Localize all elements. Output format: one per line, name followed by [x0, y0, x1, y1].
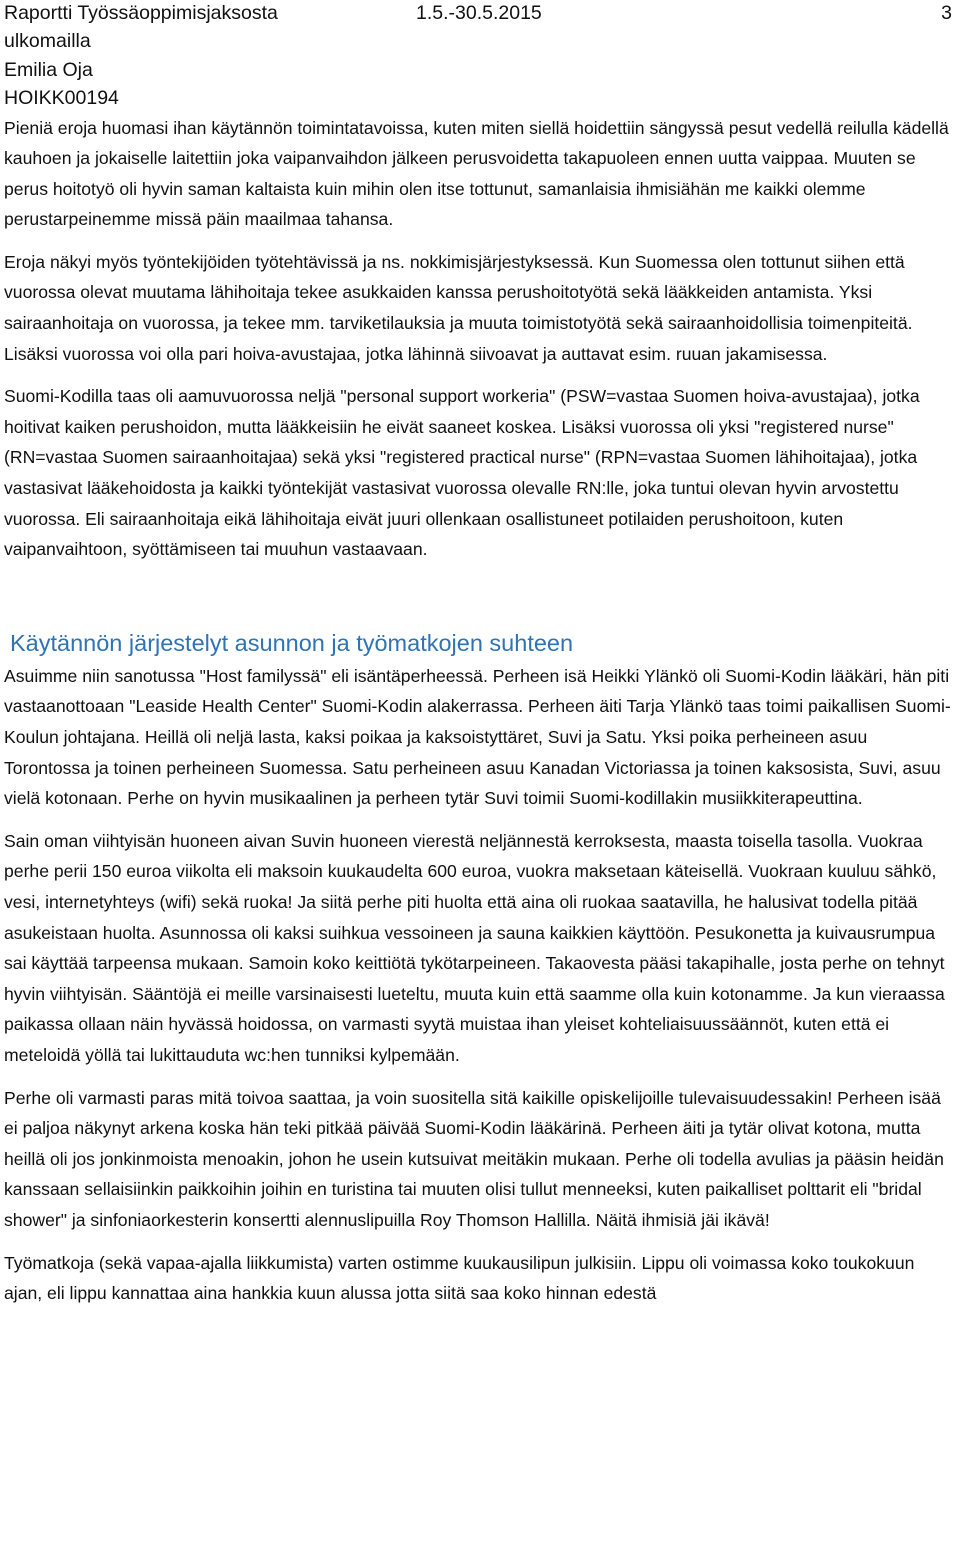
- paragraph-staff-roles-finland: Eroja näkyi myös työntekijöiden työtehtävissä ja ns. nokkimisjärjestyksessä. Kun Suomessa olen tottunut siihen että vuorossa olevat muutama lähihoitaja tekee asukkaiden kanssa perushoitotyötä sekä lääkkeiden antamista. Yksi sairaanhoitaja on vuorossa, ja tekee mm. tarviketilauksia ja muuta toimistotyötä sekä sairaanhoidollisia toimenpiteitä. Lisäksi vuorossa voi olla pari hoiva-avustajaa, jotka lähinnä siivoavat ja auttavat esim. ruuan jakamisessa.: [4, 251, 913, 364]
- report-title: Raportti Työssäoppimisjaksosta: [4, 2, 278, 24]
- paragraph-staff-roles-canada: Suomi-Kodilla taas oli aamuvuorossa neljä "personal support workeria" (PSW=vastaa Suomen hoiva-avustajaa), jotka hoitivat kaiken perushoidon, mutta lääkkeisiin he eivät saaneet koskea. Lisäksi vuorossa oli yksi "registered nurse" (RN=vastaa Suomen sairaanhoitajaa) sekä yksi "registered practical nurse" (RPN=vastaa Suomen lähihoitajaa), jotka vastasivat lääkehoidosta ja kaikki työntekijät vastasivat vuorossa olevalle RN:lle, joka tuntui olevan hyvin arvostettu vuorossa. Eli sairaanhoitaja eikä lähihoitaja eivät juuri ollenkaan osallistuneet potilaiden perushoitoon, kuten vaipanvaihtoon, syöttämiseen tai muuhun vastaavaan.: [4, 386, 920, 560]
- page-header: [4, 0, 956, 27]
- group-code: HOIKK00194: [4, 87, 119, 109]
- paragraph-family-recommendation: Perhe oli varmasti paras mitä toivoa saattaa, ja voin suositella sitä kaikille opiskelijoille tulevaisuudessakin! Perheen isää ei paljoa näkynyt arkena koska hän teki pitkää päivää Suomi-Kodin lääkärinä. Perheen äiti ja tytär olivat kotona, mutta heillä oli jos jonkinmoista menoakin, johon he usein kutsuivat meitäkin mukaan. Perhe oli todella avulias ja pääsin heidän kanssaan sellaisiinkin paikkoihin joihin en turistina tai muuten olisi tullut menneeksi, kuten paikalliset polttarit eli "bridal shower" ja sinfoniaorkesterin konsertti alennuslipuilla Roy Thomson Hallilla. Näitä ihmisiä jäi ikävä!: [4, 1087, 944, 1230]
- report-dates: 1.5.-30.5.2015: [416, 2, 542, 24]
- paragraph-commute: Työmatkoja (sekä vapaa-ajalla liikkumista) varten ostimme kuukausilipun julkisiin. Lippu oli voimassa koko toukokuun ajan, eli lippu kannattaa aina hankkia kuun alussa jotta siitä saa koko hinnan edestä: [4, 1252, 915, 1304]
- report-subtitle: ulkomailla: [4, 30, 91, 52]
- paragraph-host-family: Asuimme niin sanotussa "Host familyssä" eli isäntäperheessä. Perheen isä Heikki Ylänkö oli Suomi-Kodin lääkäri, hän piti vastaanottoaan "Leaside Health Center" Suomi-Kodin alakerrassa. Perheen äiti Tarja Ylänkö taas toimi paikallisen Suomi-Koulun johtajana. Heillä oli neljä lasta, kaksi poikaa ja kaksoistyttäret, Suvi ja Satu. Yksi poika perheineen asuu Torontossa ja toinen perheineen Suomessa. Satu perheineen asuu Kanadan Victoriassa ja toinen kaksosista, Suvi, asuu vielä kotonaan. Perhe on hyvin musikaalinen ja perheen tytär Suvi toimii Suomi-kodillakin musiikkiterapeuttina.: [4, 665, 951, 809]
- page-number: 3: [941, 2, 952, 24]
- paragraph-care-practices: Pieniä eroja huomasi ihan käytännön toimintatavoissa, kuten miten siellä hoidettiin sängyssä pesut vedellä reilulla kädellä kauhoen ja jokaiselle laitettiin joka vaipanvaihdon jälkeen perusvoidetta takapuoleen ennen uutta vaippaa. Muuten se perus hoitotyö oli hyvin saman kaltaista kuin mihin olen itse tottunut, samanlaisia ihmisiähän me kaikki olemme perustarpeinemme missä päin maailmaa tahansa.: [4, 117, 949, 230]
- section-heading-housing: Käytännön järjestelyt asunnon ja työmatkojen suhteen: [10, 629, 574, 656]
- author-name: Emilia Oja: [4, 58, 93, 81]
- document-page: [4, 0, 956, 1309]
- paragraph-room-rent: Sain oman viihtyisän huoneen aivan Suvin huoneen vierestä neljännestä kerroksesta, maasta toisella tasolla. Vuokraa perhe perii 150 euroa viikolta eli maksoin kuukaudelta 600 euroa, vuokra maksetaan käteisellä. Vuokraan kuuluu sähkö, vesi, internetyhteys (wifi) sekä ruoka! Ja siitä perhe piti huolta että aina oli ruokaa saatavilla, he halusivat todella pitää asukeistaan huolta. Asunnossa oli kaksi suihkua vessoineen ja sauna kaikkien käyttöön. Pesukonetta ja kuivausrumpua sai käyttää tarpeensa mukaan. Samoin koko keittiötä tykötarpeineen. Takaovesta pääsi takapihalle, josta perhe on tehnyt hyvin viihtyisän. Sääntöjä ei meille varsinaisesti lueteltu, muuta kuin että saamme olla kuin kotonamme. Ja kun vieraassa paikassa ollaan näin hyvässä hoidossa, on varmasti syytä muistaa ihan yleiset kohteliaisuussäännöt, kuten että ei meteloidä yöllä tai lukittauduta wc:hen tunniksi kylpemään.: [4, 830, 945, 1065]
